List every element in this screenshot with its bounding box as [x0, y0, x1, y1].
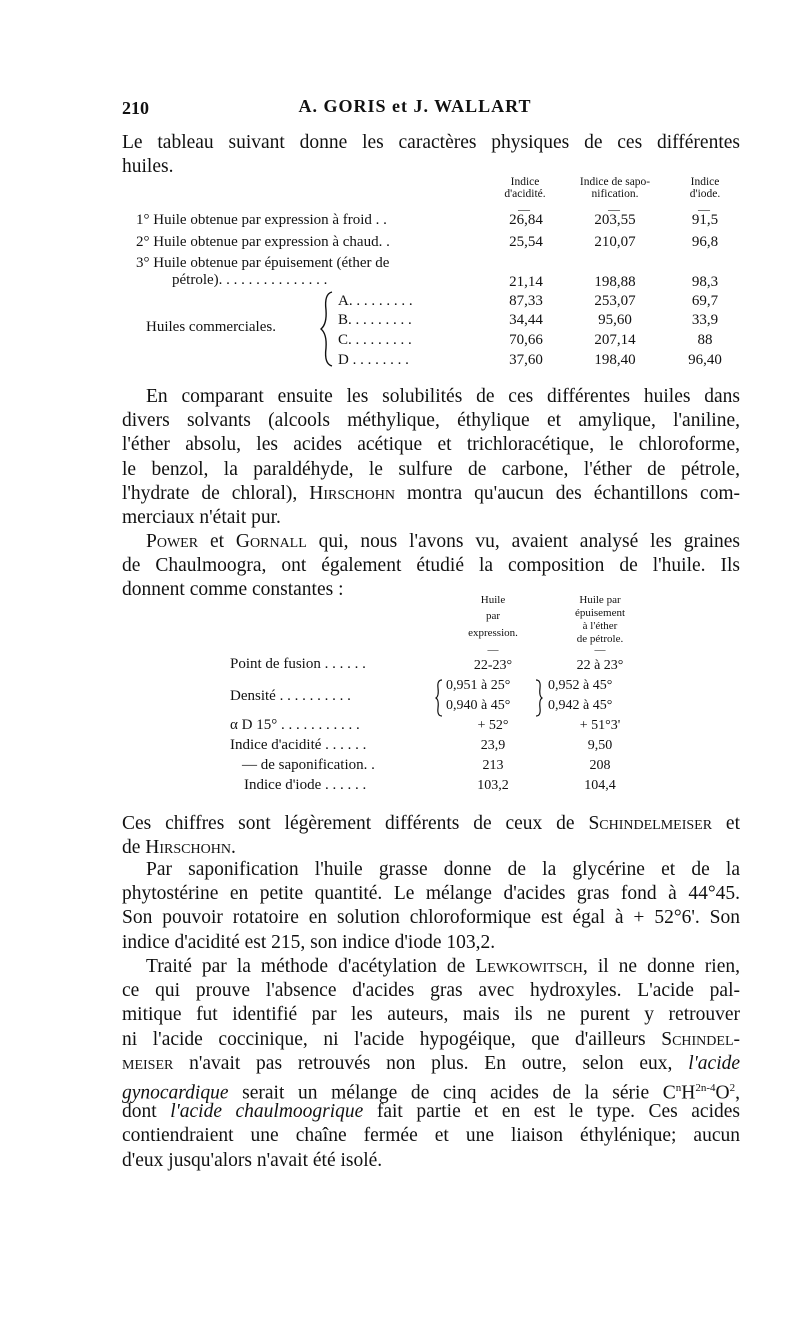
row-label: 2° Huile obtenue par expression à chaud. . — [136, 234, 390, 250]
row-label: D . . . . . . . . — [338, 352, 409, 368]
header-dash: — — [594, 644, 606, 656]
header-dash: — — [608, 202, 620, 216]
formula-part: H — [681, 1082, 696, 1104]
text-line: Son pouvoir rotatoire en solution chloroformique est égal à + 52°6'. Son — [122, 907, 740, 929]
text-span: l'acide chaulmoogrique — [170, 1101, 364, 1123]
text-span: dont — [122, 1101, 157, 1123]
text-span: , il ne donne rien, — [582, 956, 740, 977]
text-line — [122, 1100, 740, 1124]
acetylation-paragraph — [122, 955, 740, 1173]
text-span: qui, nous l'avons vu, avaient analysé les graines — [318, 531, 741, 552]
text-span: fait partie et en est le type. Ces acides — [376, 1101, 740, 1123]
text-line: donnent comme constantes : — [122, 579, 344, 601]
header-dash: — — [698, 202, 710, 216]
header-line: d'iode. — [689, 188, 721, 200]
text-span: ni l'acide coccinique, ni l'acide hypogéique, que d'ailleurs — [122, 1028, 646, 1050]
cell: 0,951 à 25° — [446, 678, 511, 693]
text-span: de — [122, 837, 141, 859]
page-number: 210 — [122, 98, 149, 118]
text-line: Par saponification l'huile grasse donne de la glycérine et de la — [146, 859, 740, 880]
cell: 103,2 — [477, 778, 509, 793]
text-line: le benzol, la paraldéhyde, le sulfure de carbone, l'éther de pétrole, — [122, 458, 740, 480]
text-span: l'hydrate de chloral), — [122, 482, 298, 504]
text-line: contiendraient une chaîne fermée et une liaison éthylénique; aucun — [122, 1125, 740, 1147]
text-span: , — [735, 1082, 740, 1104]
cell: 208 — [589, 758, 611, 773]
header-line: d'acidité. — [504, 188, 546, 200]
col-header-acidite — [490, 176, 560, 200]
text-line: de Chaulmoogra, ont également étudié la composition de l'huile. Ils — [122, 555, 740, 577]
col-header-saponification — [560, 176, 670, 200]
power-gornall-paragraph — [122, 530, 740, 603]
text-line: ce qui prouve l'absence d'acides gras avec hydroxyles. L'acide pal- — [122, 980, 740, 1002]
header-line: de pétrole. — [576, 633, 624, 645]
row-label: 3° Huile obtenue par épuisement (éther de — [136, 255, 390, 271]
running-title: A. GORIS et J. WALLART — [298, 96, 532, 116]
text-line — [122, 482, 740, 506]
text-line — [122, 1052, 740, 1076]
cell: 213 — [482, 758, 504, 773]
author-name: Schindel- — [661, 1028, 740, 1050]
formula-sup: 2 — [729, 1081, 736, 1094]
author-name: Lewkowitsch — [475, 956, 583, 977]
text-line — [122, 836, 740, 860]
cell: 96,8 — [691, 234, 719, 250]
text-line — [122, 1028, 740, 1052]
formula-part: O — [715, 1082, 730, 1104]
author-name: Hirschohn — [309, 482, 395, 504]
cell: 26,84 — [509, 212, 543, 228]
cell: 210,07 — [594, 234, 636, 250]
text-line: merciaux n'était pur. — [122, 506, 281, 528]
cell: 96,40 — [688, 352, 722, 368]
cell: 0,940 à 45° — [446, 698, 511, 713]
brace-icon — [434, 678, 444, 718]
col-header-epuisement — [550, 594, 650, 646]
col-header-expression — [448, 594, 538, 640]
cell: 207,14 — [594, 332, 636, 348]
text-span: gynocardique — [122, 1082, 229, 1104]
text-line — [122, 955, 740, 979]
header-line: à l'éther — [582, 620, 618, 632]
text-line: En comparant ensuite les solubilités de ces différentes huiles dans — [146, 386, 740, 407]
row-label: 1° Huile obtenue par expression à froid . . — [136, 212, 387, 228]
header-line: Huile par — [579, 594, 621, 606]
text-line: mitique fut identifié par les auteurs, mais ils ne purent y retrouver — [122, 1004, 740, 1026]
header-line: Indice — [510, 176, 540, 188]
solubility-paragraph — [122, 385, 740, 530]
text-span: serait un mélange de cinq acides de la série C — [242, 1082, 676, 1104]
cell: 21,14 — [509, 274, 543, 290]
text-span: . — [230, 837, 236, 859]
row-label: Densité . . . . . . . . . . — [230, 688, 351, 704]
text-span: n'avait pas retrouvés non plus. En outre, selon eux, — [189, 1052, 673, 1074]
cell: 0,942 à 45° — [548, 698, 613, 713]
row-label: Indice d'iode . . . . . . — [244, 777, 367, 793]
intro-paragraph — [122, 131, 740, 179]
cell: 198,40 — [594, 352, 636, 368]
text-span: l'acide — [688, 1052, 741, 1074]
text-line — [122, 530, 740, 554]
cell: + 52° — [477, 718, 509, 733]
row-label: α D 15° . . . . . . . . . . . — [230, 717, 360, 733]
text-line: d'eux jusqu'alors n'avait été isolé. — [122, 1149, 383, 1171]
formula-sup: 2n-4 — [695, 1081, 716, 1094]
col-header-iode — [670, 176, 740, 200]
header-line: expression. — [468, 627, 518, 639]
header-dash: — — [518, 202, 530, 216]
text-span: Traité par la méthode d'acétylation de — [146, 956, 466, 977]
cell: 37,60 — [509, 352, 543, 368]
cell: 0,952 à 45° — [548, 678, 613, 693]
text-span: montra qu'aucun des échantillons com- — [406, 482, 741, 504]
row-label: A. . . . . . . . . — [338, 293, 413, 309]
cell: 95,60 — [598, 312, 632, 328]
header-line: Indice de sapo- — [579, 176, 651, 188]
author-name: meiser — [122, 1052, 174, 1074]
text-line: l'éther absolu, les acides acétique et trichloracétique, le chloroforme, — [122, 434, 740, 456]
cell: 198,88 — [594, 274, 636, 290]
cell: 203,55 — [594, 212, 636, 228]
row-label: C. . . . . . . . . — [338, 332, 412, 348]
brace-icon — [318, 290, 336, 368]
author-name: Schindelmeiser — [588, 813, 713, 834]
row-label: Point de fusion . . . . . . — [230, 656, 366, 672]
cell: 104,4 — [584, 778, 616, 793]
header-line: nification. — [591, 188, 639, 200]
cell: 22 à 23° — [576, 658, 624, 673]
header-line: épuisement — [574, 607, 626, 619]
cell: 69,7 — [691, 293, 719, 309]
row-label: — de saponification. . — [242, 757, 375, 773]
header-line: Huile — [480, 594, 506, 606]
row-label: B. . . . . . . . . — [338, 312, 412, 328]
formula-sup: n — [675, 1081, 682, 1094]
text-line: phytostérine en petite quantité. Le mélange d'acides gras fond à 44°45. — [122, 883, 740, 905]
text-span: Ces chiffres sont légèrement différents de ceux de — [122, 813, 575, 834]
cell: 33,9 — [691, 312, 719, 328]
cell: 9,50 — [587, 738, 613, 753]
author-name: Gornall — [235, 531, 307, 552]
text-line: Le tableau suivant donne les caractères physiques de ces différentes — [122, 132, 740, 153]
row-label: pétrole). . . . . . . . . . . . . . . — [172, 272, 328, 288]
cell: 70,66 — [509, 332, 543, 348]
text-line — [122, 1076, 740, 1104]
cell: 34,44 — [509, 312, 543, 328]
brace-icon — [534, 678, 544, 718]
cell: + 51°3' — [579, 718, 621, 733]
header-dash: — — [487, 644, 499, 656]
cell: 25,54 — [509, 234, 543, 250]
text-line: huiles. — [122, 156, 174, 178]
header-line: Indice — [690, 176, 720, 188]
text-span: et — [209, 531, 225, 552]
text-span: et — [725, 813, 740, 834]
author-name: Power — [146, 531, 199, 552]
commercial-label: Huiles commerciales. — [146, 319, 276, 335]
author-name: Hirschohn — [145, 837, 231, 859]
cell: 23,9 — [480, 738, 506, 753]
cell: 88 — [697, 332, 713, 348]
saponification-paragraph — [122, 858, 740, 955]
text-line: divers solvants (alcools méthylique, éthylique et amylique, l'aniline, — [122, 410, 740, 432]
text-line — [122, 812, 740, 836]
cell: 253,07 — [594, 293, 636, 309]
row-label: Indice d'acidité . . . . . . — [230, 737, 367, 753]
cell: 91,5 — [691, 212, 719, 228]
cell: 98,3 — [691, 274, 719, 290]
comparison-paragraph — [122, 812, 740, 860]
header-line: par — [485, 610, 501, 622]
text-line: indice d'acidité est 215, son indice d'iode 103,2. — [122, 931, 496, 953]
cell: 22-23° — [473, 658, 513, 673]
cell: 87,33 — [509, 293, 543, 309]
